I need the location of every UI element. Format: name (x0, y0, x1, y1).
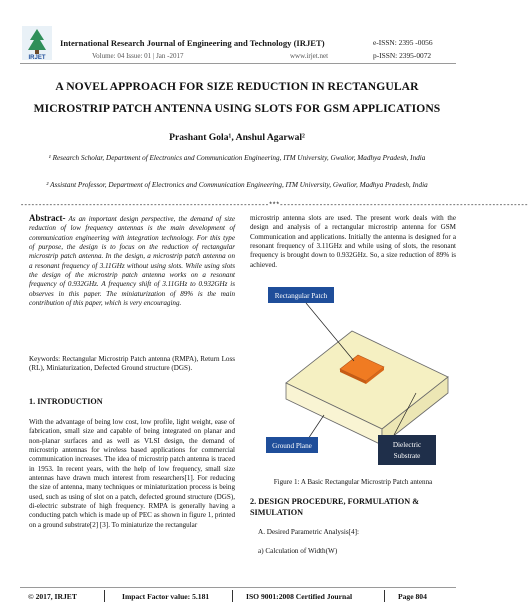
footer-separator (384, 590, 385, 602)
intro-text: With the advantage of being low cost, low profile, light weight, ease of fabrication, small size and capable of being integrated on planar and non-planar surfaces and as well as VLSI design, the demand of microstrip antennas for wireless based applications for commercial communication increases. The idea of microstrip patch antenna is traced in 1953. In recent years, with the help of low frequency, small size antennas have drawn much interest from researchers[1]. For reducing the size of antenna, many techniques or miniaturization process is being used, such as using of slot on a patch, defected ground structure (DGS), di-electric substrate of high frequency. RMPA is generally having a conducting patch which is made up of PEC as shown in figure 1, printed on a ground substrate[2] [3]. To miniaturize the rectangular (29, 418, 235, 529)
header-divider (20, 63, 456, 64)
logo-text: IRJET (28, 55, 46, 61)
journal-volume: Volume: 04 Issue: 01 | Jan -2017 (92, 52, 184, 60)
section-separator: ---------------------------------------------------------------------***--------------------------------------------------------------------- (20, 202, 528, 210)
section2-heading: 2. DESIGN PROCEDURE, FORMULATION & SIMULATION (250, 497, 420, 517)
subsection-a: A. Desired Parametric Analysis[4]: (258, 528, 359, 536)
paper-title-line-1: A NOVEL APPROACH FOR SIZE REDUCTION IN RECTANGULAR (55, 80, 419, 93)
footer-separator (232, 590, 233, 602)
authors: Prashant Gola¹, Anshul Agarwal² (169, 132, 305, 143)
label-patch: Rectangular Patch (274, 292, 328, 300)
affiliation-2: ² Assistant Professor, Department of Electronics and Communication Engineering, ITM University, Gwalior, Madhya Pradesh, India (46, 181, 428, 189)
abstract-text: As an important design perspective, the demand of size reduction of low frequency antennas is the main development of communication engineering with integration technology. For this type of purpose, the design is to focus on the reduction of rectangular microstrip patch antenna. In the design, a microstrip patch antenna on a resonant frequency of 3.11GHz without using slots. While using slots the design of the microstrip patch antenna works on a resonant frequency of 0.932GHz. A frequency shift of 3.11GHz to 0.932GHz is observes in this paper. The miniaturization of 89% is the main contribution of this paper, which is very encouraging. (29, 215, 235, 308)
abstract (29, 214, 235, 308)
e-issn: e-ISSN: 2395 -0056 (373, 38, 433, 47)
footer-impact: Impact Factor value: 5.181 (122, 592, 210, 601)
label-dielectric-box (378, 435, 436, 465)
footer-page: Page 804 (398, 592, 427, 601)
affiliation-1: ¹ Research Scholar, Department of Electronics and Communication Engineering, ITM University, Gwalior, Madhya Pradesh, India (48, 154, 426, 162)
footer-separator (104, 590, 105, 602)
p-issn: p-ISSN: 2395-0072 (373, 51, 432, 60)
abstract-label: Abstract- (29, 213, 66, 223)
subsection-b: a) Calculation of Width(W) (258, 547, 338, 555)
right-column-text: microstrip antenna slots are used. The present work deals with the design and analysis of a rectangular microstrip antenna for GSM Communication and applications. Initially the antenna is designed for a resonant frequency of 3.11GHz and while using of slots, the resonant frequency is brought down to 0.932GHz. So, a size reduction of 89% is achieved. (250, 214, 456, 269)
irjet-logo (22, 26, 52, 60)
label-dielectric-1: Dielectric (392, 441, 422, 449)
figure-caption: Figure 1: A Basic Rectangular Microstrip Patch antenna (273, 478, 433, 486)
keywords: Keywords: Rectangular Microstrip Patch antenna (RMPA), Return Loss (RL), Miniaturization, Defected Ground structure (DGS). (29, 355, 235, 373)
label-ground: Ground Plane (272, 442, 312, 450)
label-dielectric-2: Substrate (393, 452, 421, 460)
footer-iso: ISO 9001:2008 Certified Journal (246, 592, 353, 601)
figure-antenna-diagram (266, 275, 450, 470)
footer-divider (20, 587, 456, 588)
journal-name: International Research Journal of Engineering and Technology (IRJET) (60, 38, 325, 48)
journal-url[interactable]: www.irjet.net (290, 52, 329, 60)
paper-title-line-2: MICROSTRIP PATCH ANTENNA USING SLOTS FOR GSM APPLICATIONS (33, 102, 441, 115)
footer-copyright: © 2017, IRJET (28, 592, 77, 601)
intro-heading: 1. INTRODUCTION (29, 397, 103, 406)
